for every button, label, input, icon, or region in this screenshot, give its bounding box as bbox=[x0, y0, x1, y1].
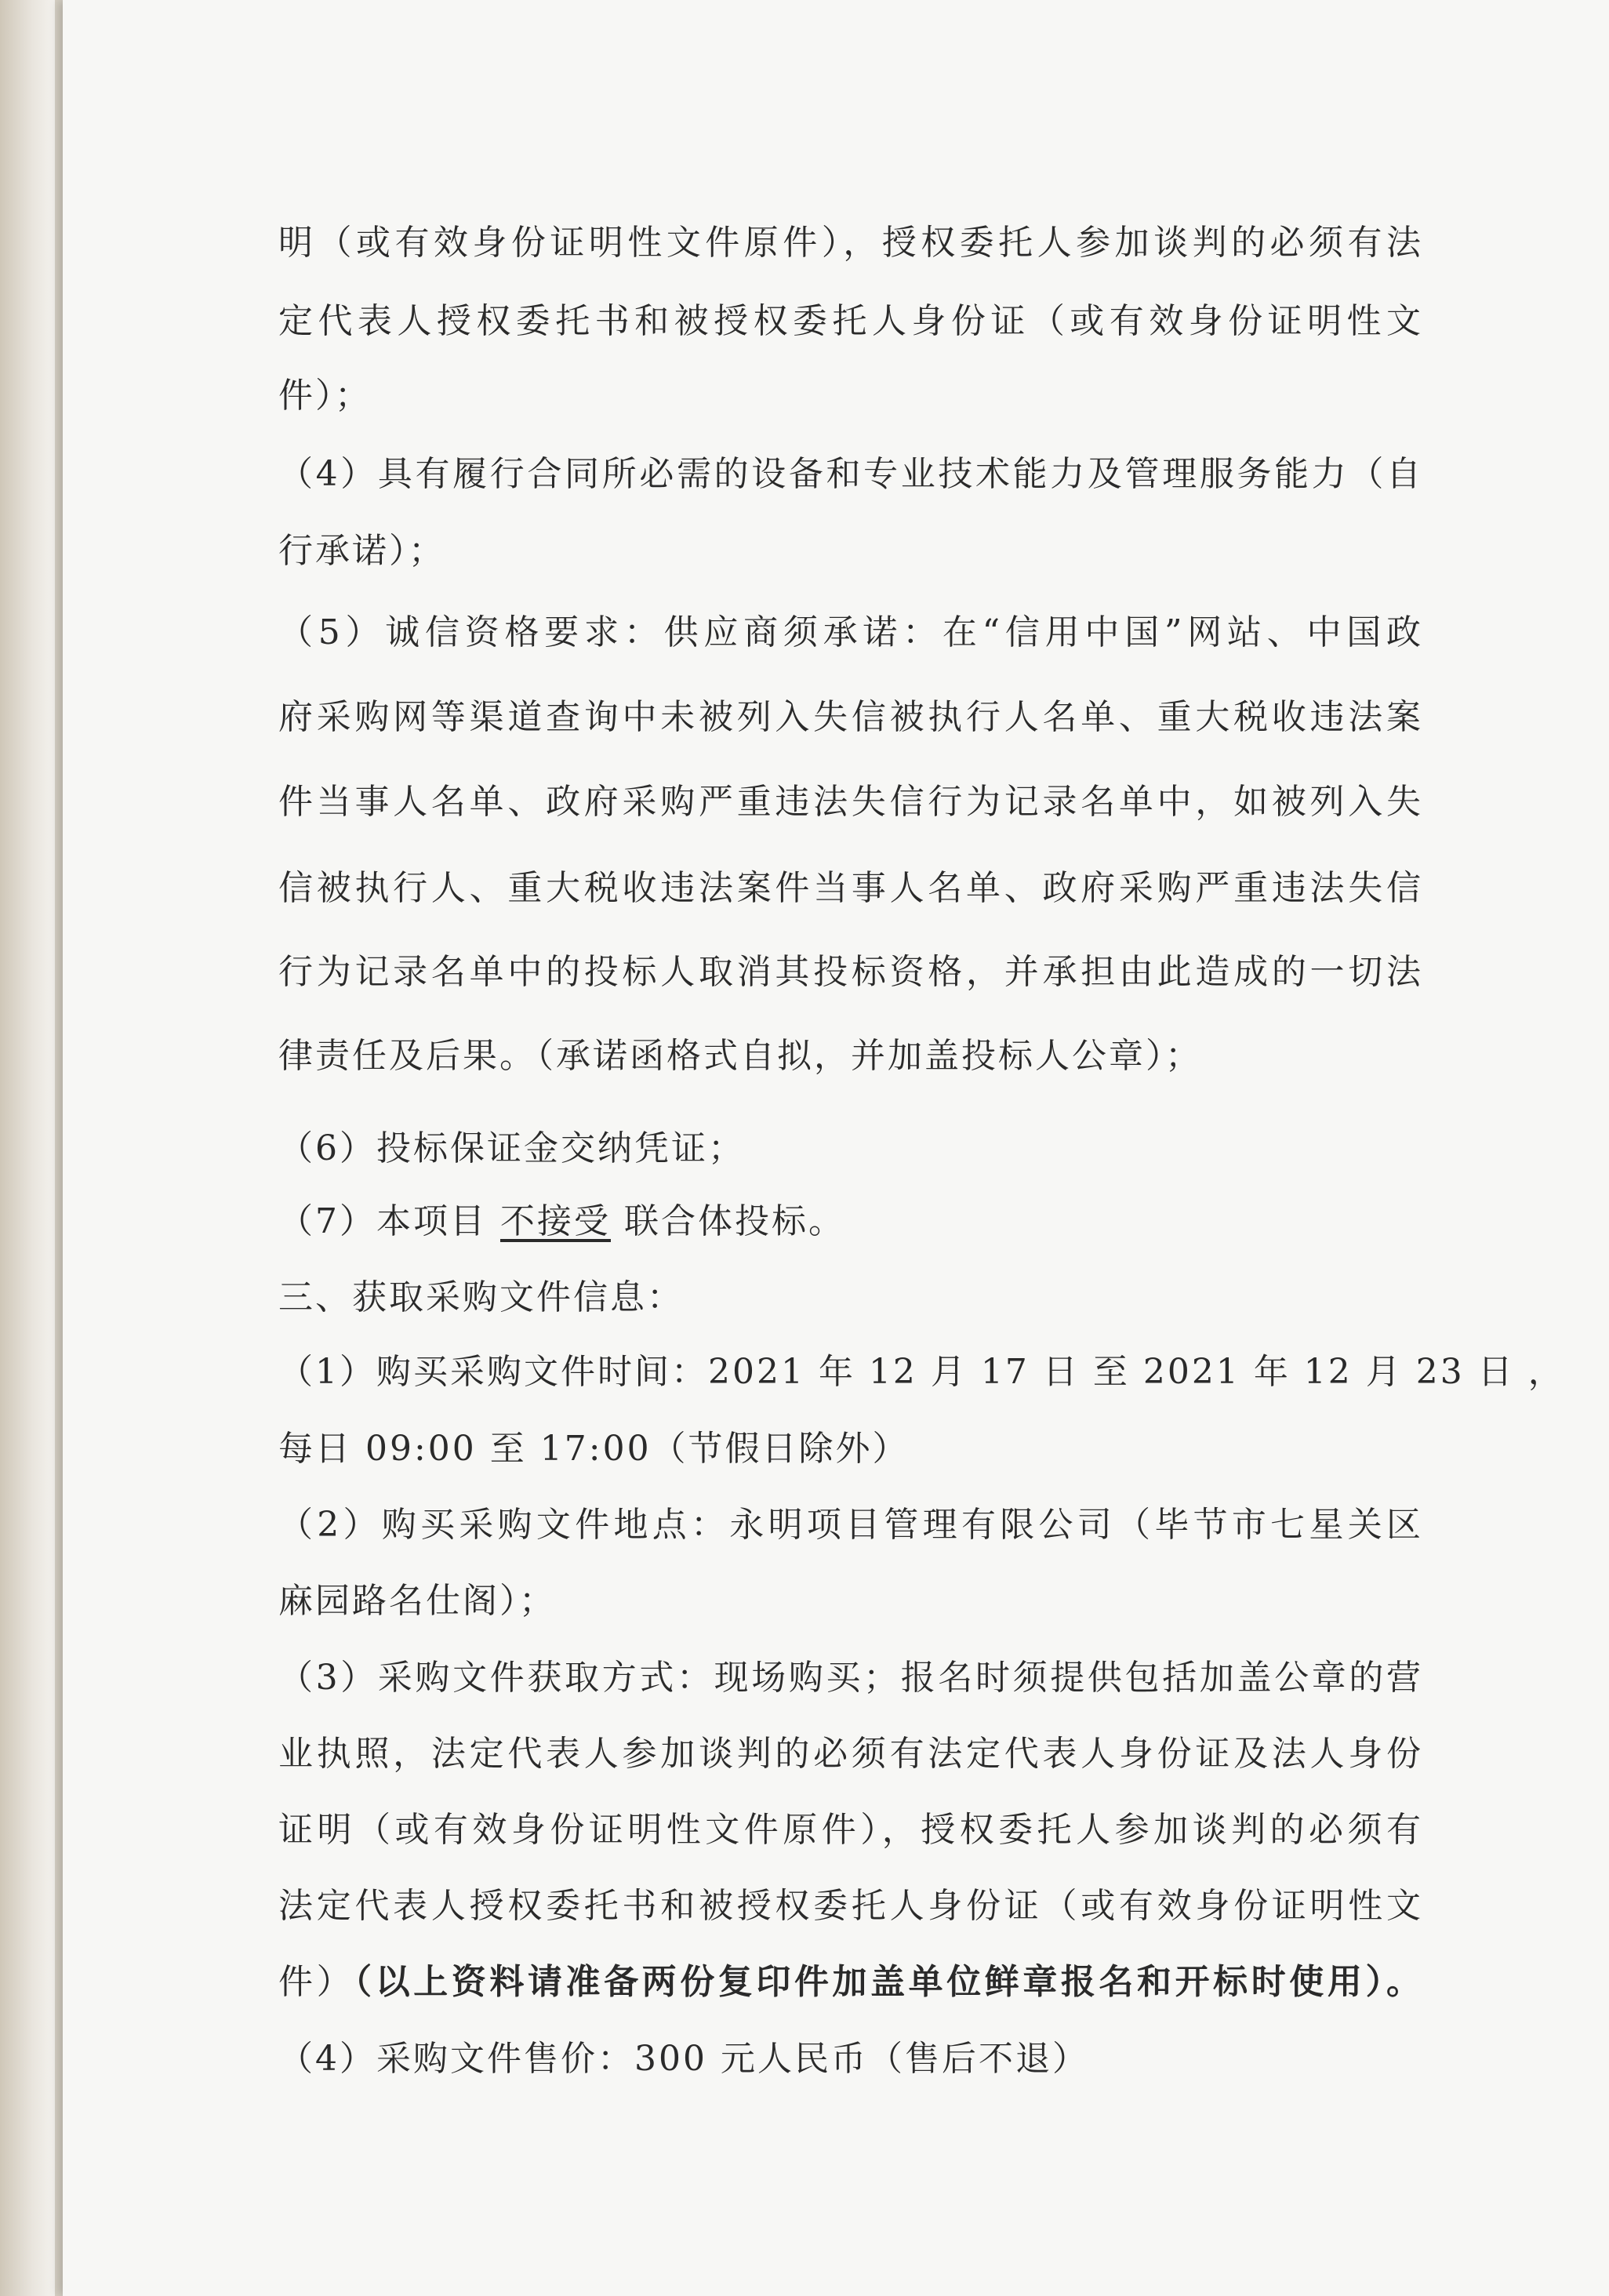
section-heading: 三、获取采购文件信息： bbox=[278, 1277, 684, 1317]
text-line: （1）购买采购文件时间：2021 年 12 月 17 日 至 2021 年 12 月 23 日 ， bbox=[278, 1352, 1565, 1392]
item-7-suffix: 联合体投标。 bbox=[610, 1201, 845, 1241]
text-line: （6）投标保证金交纳凭证； bbox=[278, 1128, 745, 1168]
text-line: 信被执行人、重大税收违法案件当事人名单、政府采购严重违法失信 bbox=[278, 868, 1423, 908]
text-line: 明（或有效身份证明性文件原件），授权委托人参加谈判的必须有法 bbox=[278, 223, 1423, 263]
underlined-term: 不接受 bbox=[499, 1201, 611, 1241]
text-line: 件）； bbox=[278, 376, 372, 416]
bold-note: （以上资料请准备两份复印件加盖单位鲜章报名和开标时使用）。 bbox=[354, 1962, 1424, 2002]
item-7-line bbox=[278, 1198, 845, 1245]
text-line: 麻园路名仕阁）； bbox=[278, 1581, 556, 1621]
text-line: 证明（或有效身份证明性文件原件），授权委托人参加谈判的必须有 bbox=[278, 1810, 1423, 1850]
text-line: 律责任及后果。（承诺函格式自拟，并加盖投标人公章）； bbox=[278, 1036, 1202, 1076]
text-line: （4）采购文件售价：300 元人民币（售后不退） bbox=[278, 2039, 1089, 2079]
text-line: 每日 09:00 至 17:00（节假日除外） bbox=[278, 1429, 910, 1469]
text-line: （4）具有履行合同所必需的设备和专业技术能力及管理服务能力（自 bbox=[278, 454, 1423, 494]
text-line: 业执照，法定代表人参加谈判的必须有法定代表人身份证及法人身份 bbox=[278, 1734, 1423, 1774]
page-edge bbox=[0, 0, 55, 2296]
text-line: 行承诺）； bbox=[278, 531, 445, 571]
bold-line-prefix: 件） bbox=[278, 1962, 355, 2002]
text-line: （2）购买采购文件地点：永明项目管理有限公司（毕节市七星关区 bbox=[278, 1505, 1423, 1545]
document-page bbox=[63, 0, 1609, 2296]
text-line: 行为记录名单中的投标人取消其投标资格，并承担由此造成的一切法 bbox=[278, 952, 1423, 992]
text-line: 定代表人授权委托书和被授权委托人身份证（或有效身份证明性文 bbox=[278, 301, 1423, 341]
item-7-prefix: （7）本项目 bbox=[278, 1201, 500, 1241]
text-line: 件当事人名单、政府采购严重违法失信行为记录名单中，如被列入失 bbox=[278, 782, 1423, 822]
bold-note-line bbox=[278, 1959, 1423, 2006]
text-line: （3）采购文件获取方式：现场购买；报名时须提供包括加盖公章的营 bbox=[278, 1658, 1423, 1698]
text-line: （5）诚信资格要求：供应商须承诺：在“信用中国”网站、中国政 bbox=[278, 612, 1423, 652]
text-line: 府采购网等渠道查询中未被列入失信被执行人名单、重大税收违法案 bbox=[278, 697, 1423, 737]
text-line: 法定代表人授权委托书和被授权委托人身份证（或有效身份证明性文 bbox=[278, 1886, 1423, 1926]
